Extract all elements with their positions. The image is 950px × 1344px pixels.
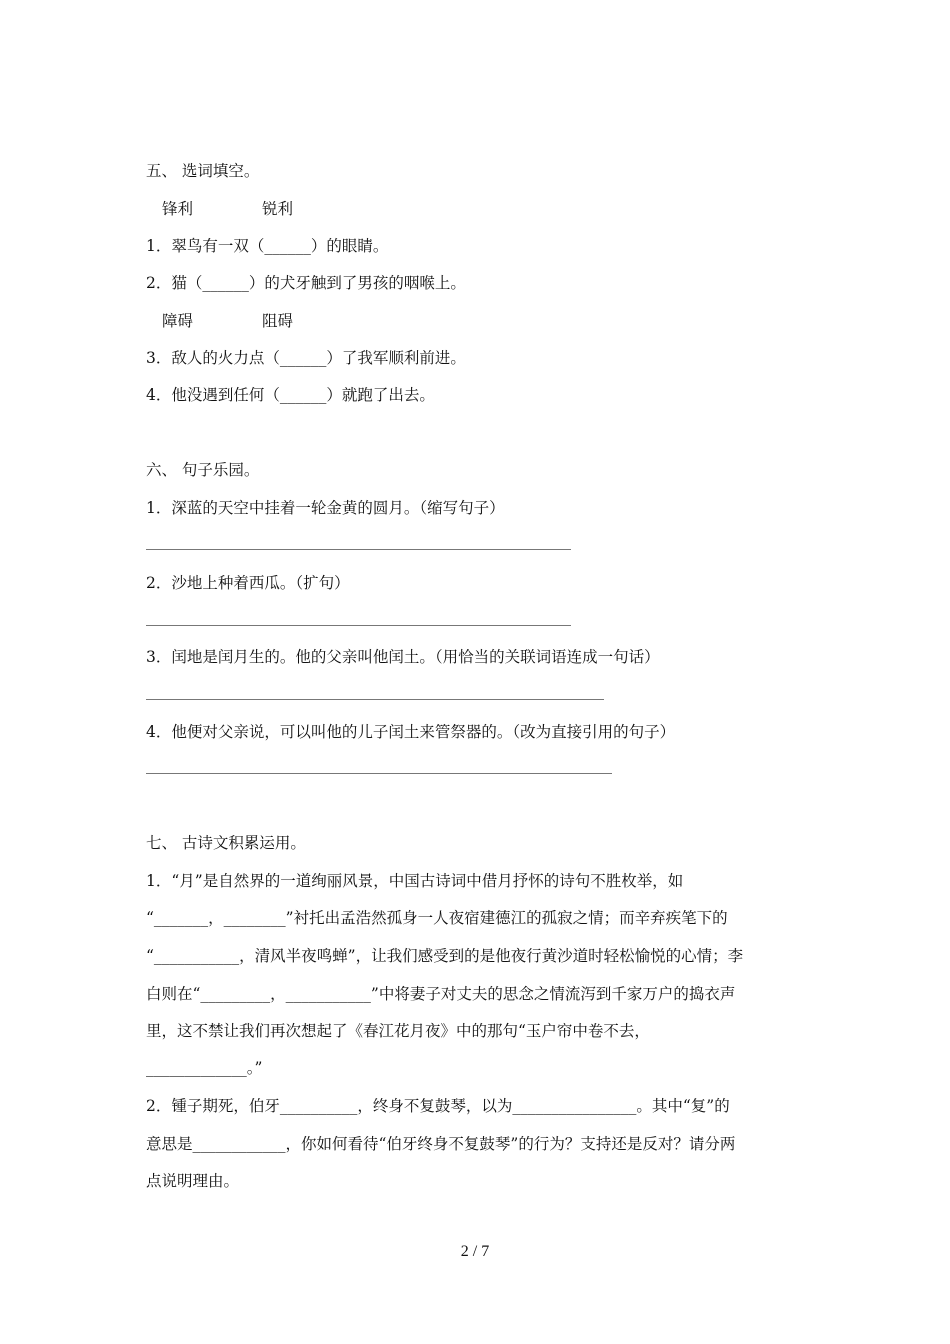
s6-question-2: 2．沙地上种着西瓜。（扩句）: [146, 574, 350, 592]
s5-question-2: 2．猫（______）的犬牙触到了男孩的咽喉上。: [146, 274, 466, 292]
s6-question-3: 3．闰地是闰月生的。他的父亲叫他闰土。（用恰当的关联词语连成一句话）: [146, 648, 660, 666]
answer-line-3: [146, 699, 604, 700]
word-option-3: 障碍: [162, 312, 194, 330]
s7-q2-line-2: 意思是____________，你如何看待“伯牙终身不复鼓琴”的行为？支持还是反对？请分两: [146, 1135, 736, 1153]
s7-q1-line-3: “___________，清风半夜鸣蝉”，让我们感受到的是他夜行黄沙道时轻松愉悦的心情；李: [146, 947, 744, 965]
s6-question-1: 1．深蓝的天空中挂着一轮金黄的圆月。（缩写句子）: [146, 499, 505, 517]
s7-q2-line-3: 点说明理由。: [146, 1172, 240, 1190]
s7-q1-line-4: 白则在“_________，___________”中将妻子对丈夫的思念之情流泻到千家万户的捣衣声: [146, 985, 736, 1003]
section-7-title: 七、 古诗文积累运用。: [146, 834, 306, 852]
page-number: 2 / 7: [460, 1243, 490, 1260]
answer-line-1: [146, 549, 571, 550]
s7-q2-line-1: 2．锺子期死，伯牙__________，终身不复鼓琴，以为________________。其中“复”的: [146, 1097, 730, 1115]
s6-question-4: 4．他便对父亲说，可以叫他的儿子闰土来管祭器的。（改为直接引用的句子）: [146, 723, 676, 741]
s7-q1-line-5: 里，这不禁让我们再次想起了《春江花月夜》中的那句“玉户帘中卷不去，: [146, 1022, 650, 1040]
s5-question-3: 3．敌人的火力点（______）了我军顺利前进。: [146, 349, 466, 367]
s7-q1-line-2: “_______，________”衬托出孟浩然孤身一人夜宿建德江的孤寂之情；而辛弃疾笔下的: [146, 909, 728, 927]
section-6-title: 六、 句子乐园。: [146, 461, 260, 479]
s5-question-1: 1．翠鸟有一双（______）的眼睛。: [146, 237, 389, 255]
section-5-title: 五、 选词填空。: [146, 162, 260, 180]
s7-q1-line-6: _____________。”: [146, 1059, 263, 1077]
word-option-2: 锐利: [262, 200, 294, 218]
word-option-1: 锋利: [162, 200, 194, 218]
answer-line-4: [146, 773, 612, 774]
s5-question-4: 4．他没遇到任何（______）就跑了出去。: [146, 386, 435, 404]
answer-line-2: [146, 625, 571, 626]
word-option-4: 阻碍: [262, 312, 294, 330]
s7-q1-line-1: 1．“月”是自然界的一道绚丽风景，中国古诗词中借月抒怀的诗句不胜枚举，如: [146, 872, 684, 890]
